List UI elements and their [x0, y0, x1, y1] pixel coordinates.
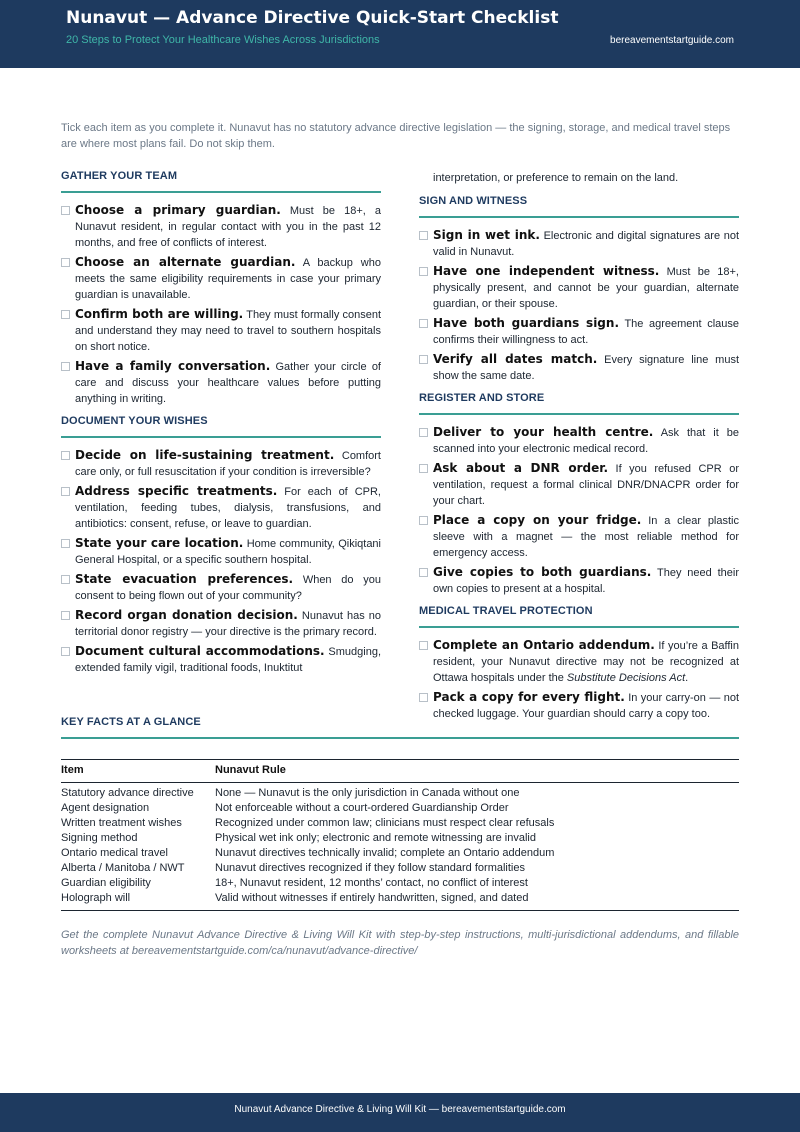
- item-continuation: interpretation, or preference to remain on the land.: [433, 172, 679, 184]
- item-body: Must be 18+, a Nunavut resident, in regular contact with you in the past 12 months, and free of conflicts of interest.: [75, 205, 382, 249]
- item-lead: Decide on life-sustaining treatment.: [75, 448, 335, 462]
- column-header: Item: [61, 760, 215, 783]
- checklist-item: [61, 607, 381, 640]
- checkbox[interactable]: [61, 206, 70, 215]
- item-body: Nunavut has no territorial donor registry — your directive is the primary record.: [75, 610, 381, 638]
- checkbox[interactable]: [61, 647, 70, 656]
- table-cell: Guardian eligibility: [61, 877, 151, 889]
- checkbox[interactable]: [419, 693, 428, 702]
- table-row: [61, 831, 739, 846]
- checkbox[interactable]: [419, 641, 428, 650]
- table-cell: Ontario medical travel: [61, 847, 168, 859]
- table-cell: Written treatment wishes: [61, 817, 182, 829]
- item-body: When do you consent to being flown out of your community?: [75, 574, 381, 602]
- table-row: [61, 783, 739, 802]
- item-tail: .: [685, 672, 689, 684]
- checkbox[interactable]: [419, 267, 428, 276]
- table-cell: None — Nunavut is the only jurisdiction in Canada without one: [215, 787, 520, 799]
- checklist-item: [419, 227, 739, 260]
- checkbox[interactable]: [61, 487, 70, 496]
- checkbox[interactable]: [419, 355, 428, 364]
- item-body: In your carry-on — not checked luggage. Your guardian should carry a copy too.: [433, 692, 740, 720]
- checklist-item: [61, 447, 381, 480]
- checkbox[interactable]: [61, 575, 70, 584]
- checkbox[interactable]: [61, 611, 70, 620]
- key-facts-section: [61, 716, 739, 911]
- item-lead: Ask about a DNR order.: [433, 461, 609, 475]
- item-lead: Have both guardians sign.: [433, 316, 620, 330]
- item-body: A backup who meets the same eligibility requirements in case your primary guardian is unavailable.: [75, 257, 381, 301]
- item-lead: Record organ donation decision.: [75, 608, 298, 622]
- item-body: Smudging, extended family vigil, traditional foods, Inuktitut: [75, 646, 381, 674]
- table-cell: Signing method: [61, 832, 138, 844]
- page-title: Nunavut — Advance Directive Quick-Start Checklist: [66, 8, 559, 28]
- table-cell: Not enforceable without a court-ordered Guardianship Order: [215, 802, 509, 814]
- section-heading-gather: GATHER YOUR TEAM: [61, 170, 381, 193]
- checkbox[interactable]: [419, 231, 428, 240]
- item-body: Ask that it be scanned into your electronic medical record.: [433, 427, 739, 455]
- table-row: [61, 816, 739, 831]
- page-header: [0, 0, 800, 68]
- page-subtitle: 20 Steps to Protect Your Healthcare Wishes Across Jurisdictions: [66, 34, 380, 46]
- item-lead: Choose an alternate guardian.: [75, 255, 296, 269]
- item-lead: Verify all dates match.: [433, 352, 598, 366]
- checkbox[interactable]: [419, 568, 428, 577]
- section-heading-sign: SIGN AND WITNESS: [419, 195, 739, 218]
- table-cell: Physical wet ink only; electronic and remote witnessing are invalid: [215, 832, 536, 844]
- item-body: For each of CPR, ventilation, feeding tubes, dialysis, transfusions, and antibiotics: consent, refuse, or leave to guardian.: [75, 486, 381, 530]
- item-body: Comfort care only, or full resuscitation if your condition is irreversible?: [75, 450, 381, 478]
- checkbox[interactable]: [61, 258, 70, 267]
- item-lead: Address specific treatments.: [75, 484, 278, 498]
- item-body: Gather your circle of care and discuss your healthcare values before putting anything in writing.: [75, 361, 381, 405]
- item-body: If you refused CPR or ventilation, request a formal clinical DNR/DNACPR order for your chart.: [433, 463, 739, 507]
- checklist-item: [419, 424, 739, 457]
- checklist-item: [419, 315, 739, 348]
- item-lead: Place a copy on your fridge.: [433, 513, 642, 527]
- table-cell: Agent designation: [61, 802, 150, 814]
- intro-text: Tick each item as you complete it. Nunavut has no statutory advance directive legislation — the signing, storage, and medical travel steps are where most plans fail. Do not skip them.: [61, 122, 731, 150]
- right-column: [419, 170, 739, 725]
- item-lead: Have a family conversation.: [75, 359, 271, 373]
- checklist-item: [61, 535, 381, 568]
- table-row: [61, 861, 739, 876]
- column-header: Nunavut Rule: [215, 760, 739, 783]
- item-body: Every signature line must show the same date.: [433, 354, 739, 382]
- checkbox[interactable]: [419, 428, 428, 437]
- item-body: If you’re a Baffin resident, your Nunavut directive may not be recognized at Ottawa hospitals under the: [433, 640, 739, 684]
- checklist-item: [61, 358, 381, 407]
- item-lead: Sign in wet ink.: [433, 228, 540, 242]
- item-lead: Choose a primary guardian.: [75, 203, 281, 217]
- item-body: In a clear plastic sleeve with a magnet — the most reliable method for emergency access.: [433, 515, 739, 559]
- section-heading-document: DOCUMENT YOUR WISHES: [61, 415, 381, 438]
- checkbox[interactable]: [61, 362, 70, 371]
- checklist-item: [419, 263, 739, 312]
- checklist-item: [61, 571, 381, 604]
- section-heading-travel: MEDICAL TRAVEL PROTECTION: [419, 605, 739, 628]
- item-body: Home community, Qikiqtani General Hospital, or a specific southern hospital.: [75, 538, 381, 566]
- header-site-link[interactable]: bereavementstartguide.com: [610, 35, 734, 46]
- table-cell: Alberta / Manitoba / NWT: [61, 862, 185, 874]
- checklist-item: [61, 306, 381, 355]
- table-cell: Nunavut directives recognized if they follow standard formalities: [215, 862, 525, 874]
- table-cell: Recognized under common law; clinicians must respect clear refusals: [215, 817, 555, 829]
- table-row: [61, 846, 739, 861]
- checkbox[interactable]: [419, 516, 428, 525]
- table-row: [61, 801, 739, 816]
- checkbox[interactable]: [61, 539, 70, 548]
- checkbox[interactable]: [61, 451, 70, 460]
- table-cell: 18+, Nunavut resident, 12 months’ contact, no conflict of interest: [215, 877, 528, 889]
- item-body: Electronic and digital signatures are not valid in Nunavut.: [433, 230, 739, 258]
- checklist-item: [61, 483, 381, 532]
- checklist-item: [61, 254, 381, 303]
- checklist-item: [419, 460, 739, 509]
- checklist-item: [61, 643, 381, 676]
- item-lead: Complete an Ontario addendum.: [433, 638, 655, 652]
- item-body: The agreement clause confirms their willingness to act.: [433, 318, 740, 346]
- call-to-action[interactable]: Get the complete Nunavut Advance Directive & Living Will Kit with step-by-step instructions, multi-jurisdictional addendums, and fillable worksheets at bereavementstartguide.com/ca/nunavut/advance-directive/: [61, 929, 739, 957]
- item-body: Must be 18+, physically present, and cannot be your guardian, alternate guardian, or their spouse.: [433, 266, 739, 310]
- item-lead: Document cultural accommodations.: [75, 644, 325, 658]
- item-body: They must formally consent and understand they may need to travel to southern hospitals on short notice.: [75, 309, 382, 353]
- checkbox[interactable]: [419, 464, 428, 473]
- act-name: Substitute Decisions Act: [566, 672, 686, 684]
- checklist-item: [419, 637, 739, 686]
- checkbox[interactable]: [61, 310, 70, 319]
- table-cell: Holograph will: [61, 891, 215, 911]
- key-facts-table: [61, 759, 739, 911]
- table-row: [61, 891, 739, 911]
- table-row: [61, 876, 739, 891]
- item-lead: Pack a copy for every flight.: [433, 690, 625, 704]
- table-cell: Valid without witnesses if entirely handwritten, signed, and dated: [215, 891, 739, 911]
- item-lead: Deliver to your health centre.: [433, 425, 654, 439]
- page-footer: [0, 1093, 800, 1132]
- checkbox[interactable]: [419, 319, 428, 328]
- item-lead: Have one independent witness.: [433, 264, 660, 278]
- item-lead: State your care location.: [75, 536, 244, 550]
- table-cell: Statutory advance directive: [61, 787, 194, 799]
- table-header-row: [61, 760, 739, 783]
- left-column: [61, 170, 381, 679]
- checklist-item: [419, 512, 739, 561]
- footer-text: Nunavut Advance Directive & Living Will Kit — bereavementstartguide.com: [234, 1104, 566, 1115]
- section-heading-facts: KEY FACTS AT A GLANCE: [61, 716, 739, 739]
- item-lead: Confirm both are willing.: [75, 307, 244, 321]
- item-lead: State evacuation preferences.: [75, 572, 294, 586]
- section-heading-register: REGISTER AND STORE: [419, 392, 739, 415]
- checklist-item: [61, 202, 381, 251]
- item-body: They need their own copies to present at a hospital.: [433, 567, 740, 595]
- table-cell: Nunavut directives technically invalid; complete an Ontario addendum: [215, 847, 555, 859]
- item-lead: Give copies to both guardians.: [433, 565, 652, 579]
- checklist-item: [419, 351, 739, 384]
- checklist-item: [419, 564, 739, 597]
